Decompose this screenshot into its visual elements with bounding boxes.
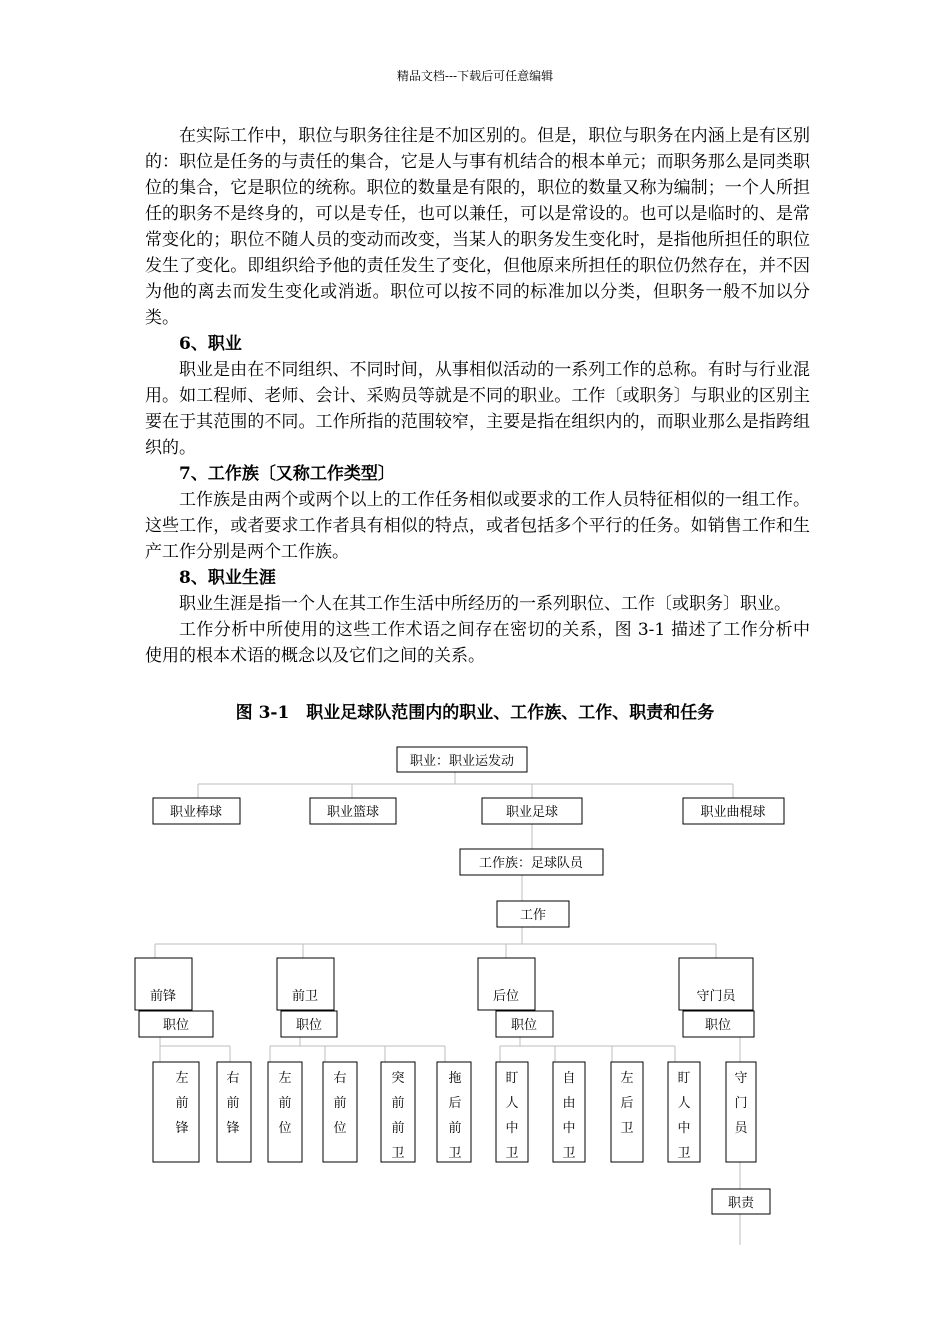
- occupation-node: [482, 798, 582, 824]
- leaf-position-label: 盯人中卫: [505, 1071, 519, 1161]
- position-group-node: [277, 958, 334, 1010]
- leaf-position-label: 右前位: [333, 1071, 347, 1136]
- position-label: 职位: [162, 1018, 190, 1033]
- paragraph: 在实际工作中，职位与职务往往是不加区别的。但是，职位与职务在内涵上是有区别的：职位是任务的与责任的集合，它是人与事有机结合的根本单元；而职务那么是同类职位的集合，它是职位的统称。职位的数量是有限的，职位的数量又称为编制；一个人所担任的职务不是终身的，可以是专任，也可以兼任，可以是常设的。也可以是临时的、是常常变化的；职位不随人员的变动而改变，当某人的职务发生变化时，是指他所担任的职位发生了变化。即组织给予他的责任发生了变化，但他原来所担任的职位仍然存在，并不因为他的离去而发生变化或消逝。职位可以按不同的标准加以分类，但职务一般不加以分类。: [145, 126, 810, 328]
- group-label: 后位: [492, 989, 520, 1004]
- position-label-node: [683, 1011, 754, 1037]
- leaf-position-label: 守门员: [734, 1071, 748, 1136]
- leaf-position-label: 自由中卫: [562, 1071, 576, 1161]
- leaf-position-label: 左前锋: [175, 1071, 189, 1136]
- connector-lines: [155, 772, 740, 1245]
- paragraph: 工作族是由两个或两个以上的工作任务相似或要求的工作人员特征相似的一组工作。这些工作，或者要求工作者具有相似的特点，或者包括多个平行的任务。如销售工作和生产工作分别是两个工作族。: [145, 490, 810, 562]
- group-label: 前锋: [149, 989, 177, 1004]
- section-heading: 8、职业生涯: [179, 568, 276, 588]
- group-label: 前卫: [291, 989, 319, 1004]
- paragraph: 职业是由在不同组织、不同时间，从事相似活动的一系列工作的总称。有时与行业混用。如工程师、老师、会计、采购员等就是不同的职业。工作〔或职务〕与职业的区别主要在于其范围的不同。工作所指的范围较窄，主要是指在组织内的，而职业那么是指跨组织的。: [145, 360, 810, 458]
- occupation-label: 职业足球: [505, 805, 559, 820]
- duty-label: 职责: [727, 1196, 755, 1211]
- position-group-node: [135, 958, 192, 1010]
- root-node: [397, 747, 527, 772]
- occupation-node: [310, 798, 396, 824]
- root-label: 职业：职业运发动: [409, 754, 515, 769]
- paragraph: 职业生涯是指一个人在其工作生活中所经历的一系列职位、工作〔或职务〕职业。: [179, 594, 791, 614]
- leaf-position-label: 左后卫: [620, 1071, 634, 1136]
- leaf-position-label: 左前位: [278, 1071, 292, 1136]
- job-node: [497, 901, 569, 927]
- position-label-node: [139, 1011, 213, 1037]
- job-family-node: [460, 849, 603, 875]
- occupation-node: [683, 798, 784, 824]
- figure-title: 图 3-1 职业足球队范围内的职业、工作族、工作、职责和任务: [235, 703, 715, 723]
- section-heading: 7、工作族〔又称工作类型〕: [179, 464, 395, 484]
- group-label: 守门员: [696, 989, 736, 1004]
- position-group-node: [478, 958, 535, 1010]
- leaf-position-label: 盯人中卫: [677, 1071, 691, 1161]
- occupation-label: 职业曲棍球: [700, 805, 766, 820]
- job-label: 工作: [519, 908, 547, 923]
- position-label-node: [281, 1011, 337, 1037]
- paragraph: 工作分析中所使用的这些工作术语之间存在密切的关系，图 3-1 描述了工作分析中使用的根本术语的概念以及它们之间的关系。: [145, 620, 810, 666]
- position-label: 职位: [704, 1018, 732, 1033]
- duty-node: [712, 1189, 770, 1214]
- occupation-node: [153, 798, 240, 824]
- position-label: 职位: [510, 1018, 538, 1033]
- job-family-label: 工作族：足球队员: [478, 856, 584, 871]
- page-header: 精品文档---下载后可任意编辑: [396, 69, 554, 83]
- position-group-node: [679, 958, 753, 1010]
- position-label-node: [496, 1011, 553, 1037]
- leaf-position-label: 右前锋: [226, 1071, 240, 1136]
- leaf-position-label: 突前前卫: [391, 1071, 405, 1161]
- section-heading: 6、职业: [179, 334, 242, 354]
- occupation-label: 职业篮球: [326, 805, 380, 820]
- leaf-position-label: 拖后前卫: [448, 1071, 462, 1161]
- position-label: 职位: [295, 1018, 323, 1033]
- occupation-label: 职业棒球: [169, 805, 223, 820]
